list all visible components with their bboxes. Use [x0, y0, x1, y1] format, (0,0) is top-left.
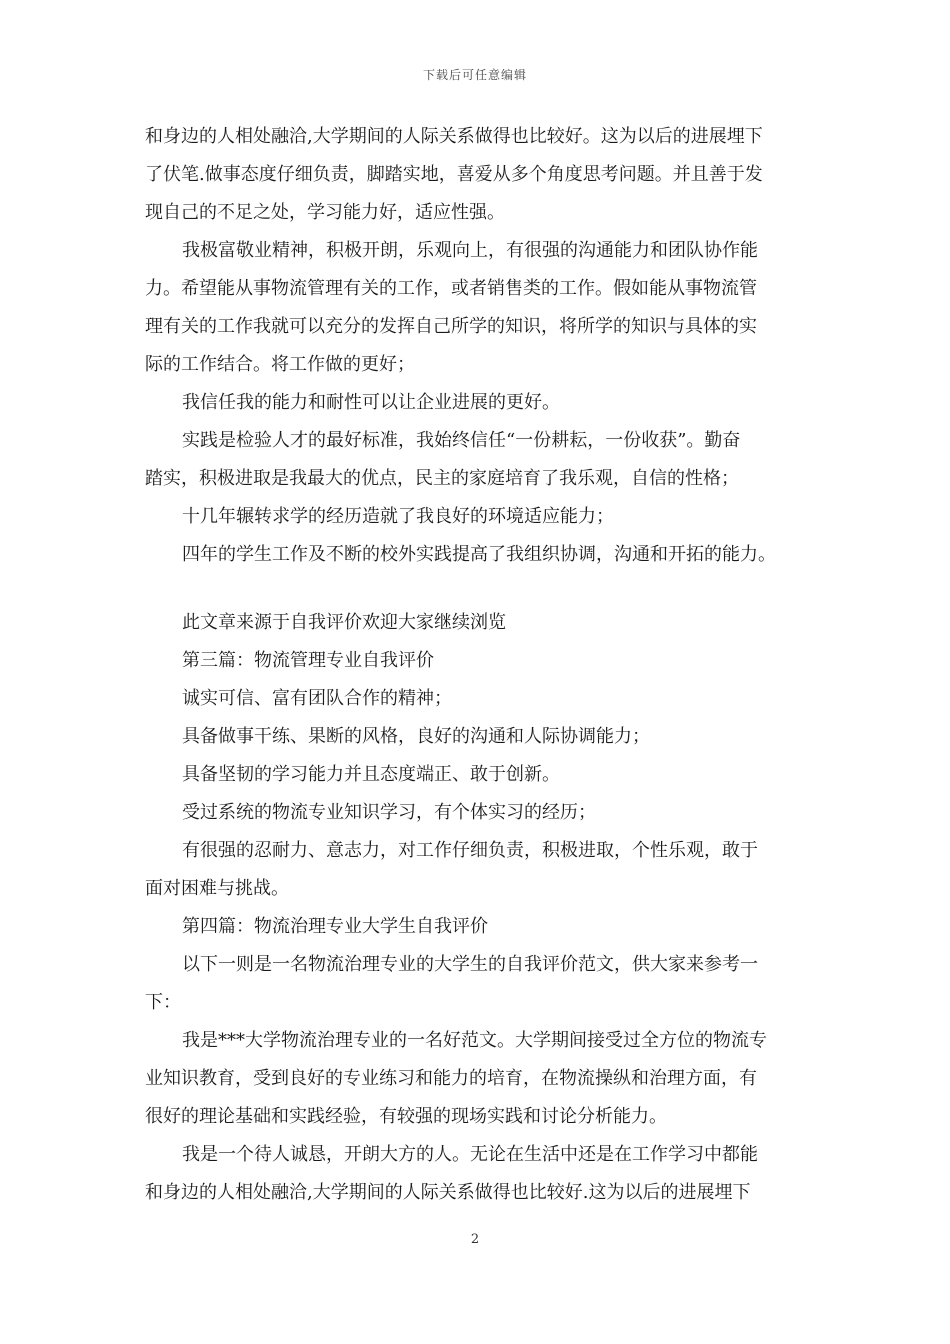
- page-header: 下载后可任意编辑: [422, 68, 527, 82]
- document-body: [145, 118, 810, 1212]
- section-heading: 第三篇：物流管理专业自我评价: [182, 650, 434, 671]
- text-line: 了伏笔.做事态度仔细负责，脚踏实地，喜爱从多个角度思考问题。并且善于发: [145, 164, 763, 185]
- text-line: 以下一则是一名物流治理专业的大学生的自我评价范文，供大家来参考一: [182, 954, 758, 975]
- text-line: 十几年辗转求学的经历造就了我良好的环境适应能力；: [182, 506, 614, 527]
- text-line: 受过系统的物流专业知识学习，有个体实习的经历；: [182, 802, 596, 823]
- text-line: 实践是检验人才的最好标准，我始终信任“一份耕耘，一份收获”。勤奋: [182, 430, 741, 451]
- page-number: 2: [470, 1232, 480, 1247]
- text-line: 诚实可信、富有团队合作的精神；: [182, 688, 452, 709]
- blank-line: [145, 574, 810, 604]
- text-line: 和身边的人相处融洽,大学期间的人际关系做得也比较好.这为以后的进展埋下: [145, 1182, 751, 1203]
- text-line: 和身边的人相处融洽,大学期间的人际关系做得也比较好。这为以后的进展埋下: [145, 126, 763, 147]
- text-line: 此文章来源于自我评价欢迎大家继续浏览: [182, 612, 506, 633]
- text-line: 面对困难与挑战。: [145, 878, 289, 899]
- text-line: 具备坚韧的学习能力并且态度端正、敢于创新。: [182, 764, 560, 785]
- text-line: 下：: [145, 992, 181, 1013]
- text-line: 四年的学生工作及不断的校外实践提高了我组织协调，沟通和开拓的能力。: [182, 544, 776, 565]
- section-heading: 第四篇：物流治理专业大学生自我评价: [182, 916, 488, 937]
- text-line: 我信任我的能力和耐性可以让企业进展的更好。: [182, 392, 560, 413]
- text-line: 我是一个待人诚恳，开朗大方的人。无论在生活中还是在工作学习中都能: [182, 1144, 758, 1165]
- text-line: 业知识教育，受到良好的专业练习和能力的培育，在物流操纵和治理方面，有: [145, 1068, 757, 1089]
- text-line: 踏实，积极进取是我最大的优点，民主的家庭培育了我乐观，自信的性格；: [145, 468, 739, 489]
- text-line: 我是***大学物流治理专业的一名好范文。大学期间接受过全方位的物流专: [182, 1030, 767, 1051]
- text-line: 理有关的工作我就可以充分的发挥自己所学的知识，将所学的知识与具体的实: [145, 316, 757, 337]
- text-line: 力。希望能从事物流管理有关的工作，或者销售类的工作。假如能从事物流管: [145, 278, 757, 299]
- text-line: 现自己的不足之处，学习能力好，适应性强。: [145, 202, 505, 223]
- text-line: 具备做事干练、果断的风格，良好的沟通和人际协调能力；: [182, 726, 650, 747]
- text-line: 我极富敬业精神，积极开朗，乐观向上，有很强的沟通能力和团队协作能: [182, 240, 758, 261]
- text-line: 际的工作结合。将工作做的更好；: [145, 354, 415, 375]
- text-line: 很好的理论基础和实践经验，有较强的现场实践和讨论分析能力。: [145, 1106, 667, 1127]
- text-line: 有很强的忍耐力、意志力，对工作仔细负责，积极进取，个性乐观，敢于: [182, 840, 758, 861]
